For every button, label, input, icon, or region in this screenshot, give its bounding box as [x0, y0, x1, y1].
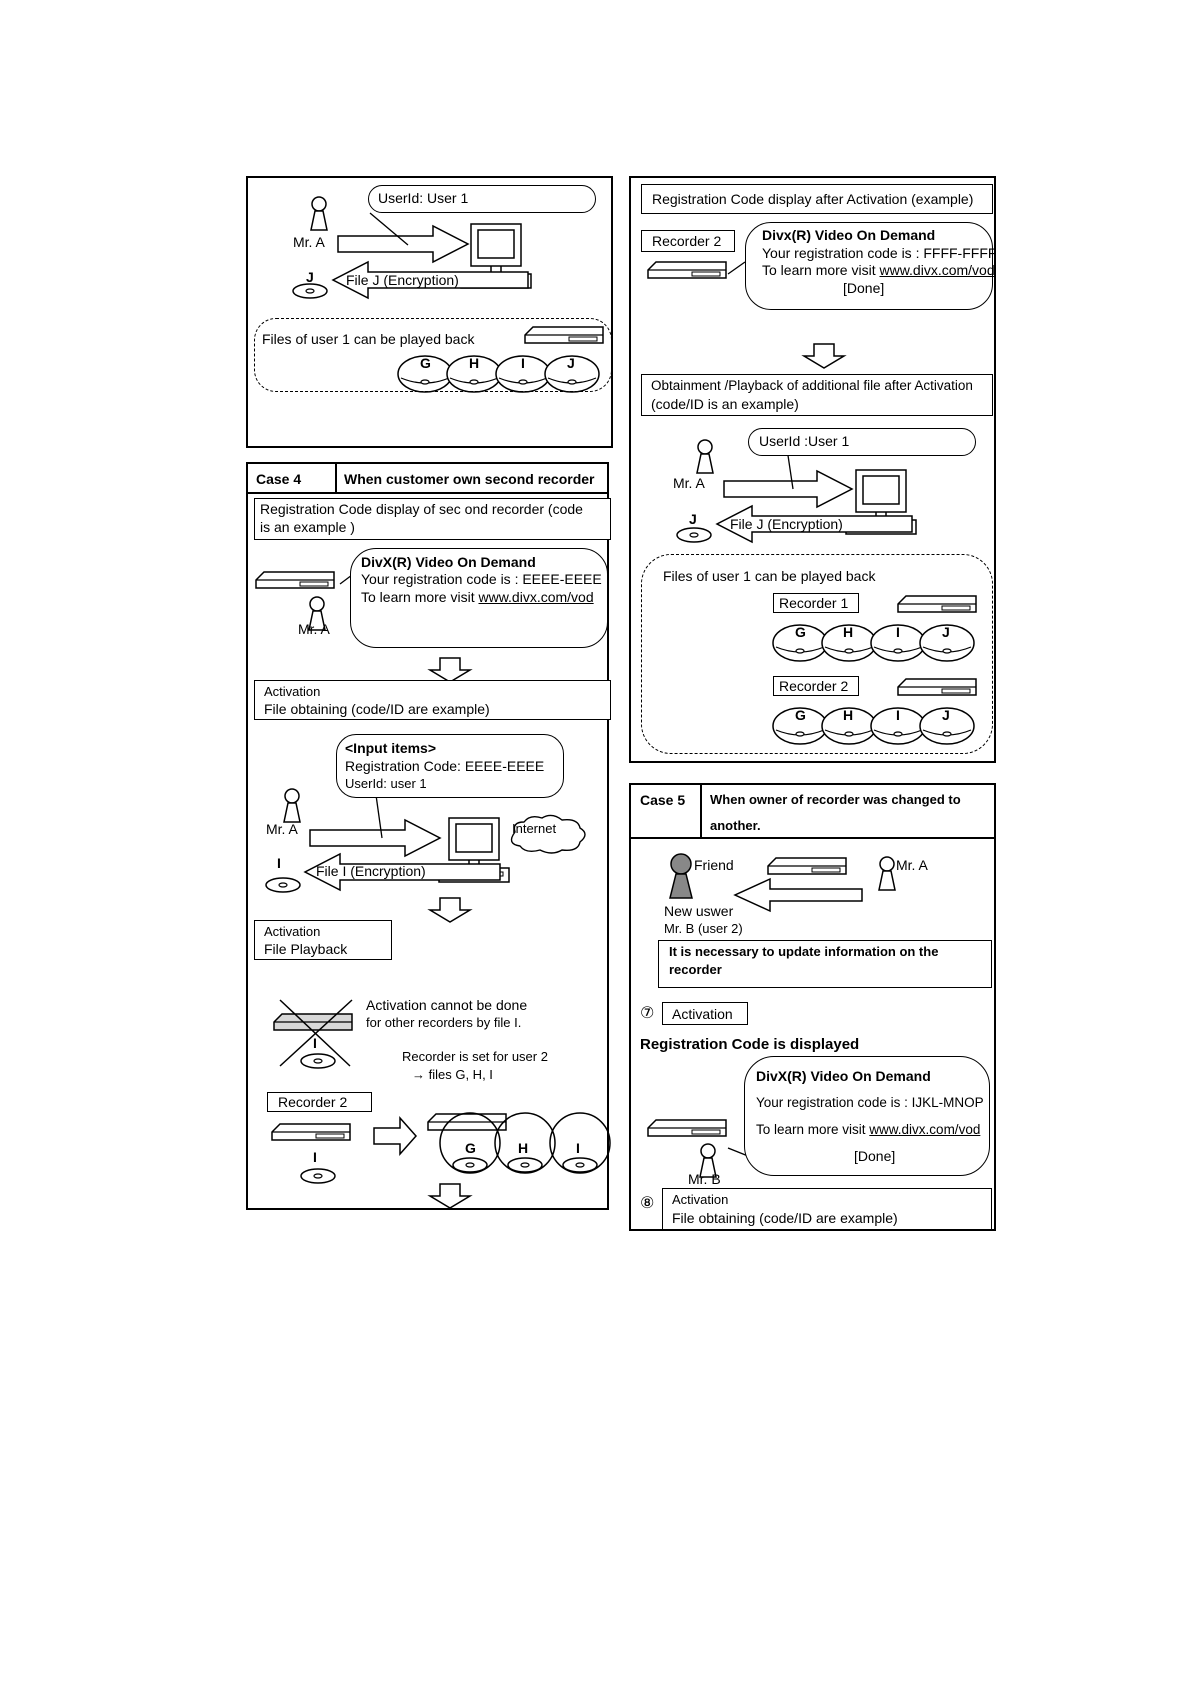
disc-icon: [677, 528, 711, 542]
right-arrow-icon: [724, 471, 852, 507]
final-activation-line2: File obtaining (code/ID are example): [672, 1210, 898, 1226]
disc-label: G: [795, 624, 806, 640]
userid-label: UserId :User 1: [759, 433, 850, 449]
bubble-title: DivX(R) Video On Demand: [361, 554, 536, 570]
obtain-playback-line1: Obtainment /Playback of additional file after Activation: [651, 378, 973, 393]
disc-label: I: [576, 1140, 580, 1156]
left-arrow-icon: [735, 879, 862, 911]
userid-label: UserId: User 1: [378, 190, 469, 206]
right-arrow-icon: [310, 820, 440, 856]
disc-letter: J: [306, 269, 314, 285]
final-activation-line1: Activation: [672, 1192, 729, 1207]
disc-label: I: [896, 707, 900, 723]
down-arrow-icon: [430, 898, 470, 922]
bubble-title: Divx(R) Video On Demand: [762, 227, 936, 243]
disc-label: J: [942, 624, 950, 640]
activation-line2: File obtaining (code/ID are example): [264, 701, 490, 717]
file-arrow-label: File J (Encryption): [346, 272, 459, 288]
divx-link[interactable]: www.divx.com/vod: [869, 1122, 981, 1137]
case-title: When customer own second recorder: [344, 471, 595, 487]
step-8-marker: ⑧: [640, 1195, 655, 1212]
disc-icon: [453, 1158, 487, 1172]
input-userid: UserId: user 1: [345, 776, 427, 791]
bubble-regcode: Your registration code is : FFFF-FFFF: [762, 245, 997, 261]
internet-label: Internet: [512, 821, 557, 836]
disc-icon: [266, 878, 300, 892]
recorder2-label: Recorder 2: [278, 1094, 348, 1110]
mr-a-label: Mr. A: [896, 857, 928, 873]
recorder-icon: [648, 262, 726, 278]
right-arrow-icon: [374, 1118, 416, 1154]
cannot-activate-line1: Activation cannot be done: [366, 997, 528, 1013]
file-arrow-label: File J (Encryption): [730, 516, 843, 532]
activation-line1: Activation: [264, 924, 321, 939]
disc-label: G: [465, 1140, 476, 1156]
recorder-icon: [428, 1114, 506, 1130]
disc-label: H: [843, 707, 854, 723]
disc-label: I: [521, 355, 525, 371]
set-for-user2-line1: Recorder is set for user 2: [402, 1049, 548, 1064]
disc-label: J: [567, 355, 575, 371]
mr-b-label: Mr. B: [688, 1171, 721, 1187]
new-user-line2: Mr. B (user 2): [664, 921, 743, 936]
divx-link[interactable]: www.divx.com/vod: [478, 589, 594, 605]
person-label: Mr. A: [673, 475, 705, 491]
regcode-caption-line2: is an example ): [260, 519, 355, 535]
down-arrow-icon: [430, 658, 470, 682]
recorder-icon: [768, 858, 846, 874]
recorder-icon: [272, 1124, 350, 1140]
playback-label: Files of user 1 can be played back: [663, 568, 876, 584]
recorder-icon: [256, 572, 334, 588]
disc-label: H: [518, 1140, 529, 1156]
obtain-playback-line2: (code/ID is an example): [651, 396, 799, 412]
friend-label: Friend: [694, 857, 734, 873]
update-info-line2: recorder: [669, 962, 722, 977]
case-number: Case 4: [256, 471, 302, 487]
disc-letter: I: [313, 1149, 317, 1165]
person-label: Mr. A: [266, 821, 298, 837]
case4-header-divider: [335, 462, 337, 494]
file-arrow-label: File I (Encryption): [316, 863, 426, 879]
disc-letter: I: [313, 1035, 317, 1051]
activation-line2: File Playback: [264, 941, 348, 957]
regcode-after-activation-header: Registration Code display after Activation (example): [652, 191, 974, 207]
friend-person-icon: [670, 854, 692, 898]
disc-label: H: [843, 624, 854, 640]
recorder2-label: Recorder 2: [779, 678, 849, 694]
disc-label: H: [469, 355, 480, 371]
bubble-title: DivX(R) Video On Demand: [756, 1068, 931, 1084]
activation-line1: Activation: [264, 684, 321, 699]
bubble-learn-more: To learn more visit www.divx.com/vod: [361, 589, 594, 605]
recorder1-label: Recorder 1: [779, 595, 849, 611]
update-info-line1: It is necessary to update information on the: [669, 944, 939, 959]
disc-label: G: [795, 707, 806, 723]
activation-label: Activation: [672, 1006, 733, 1022]
bubble-learn-more: To learn more visit www.divx.com/vod: [756, 1122, 981, 1137]
person-icon: [697, 440, 713, 473]
down-arrow-icon: [804, 344, 844, 368]
bubble-regcode: Your registration code is : IJKL-MNOP: [756, 1095, 984, 1110]
bubble-learn-more: To learn more visit www.divx.com/vod: [762, 262, 995, 278]
person-icon: [311, 197, 327, 230]
person-label: Mr. A: [293, 234, 325, 250]
step-7-marker: ⑦: [640, 1005, 655, 1022]
recorder2-label: Recorder 2: [652, 233, 722, 249]
cannot-activate-line2: for other recorders by file I.: [366, 1015, 522, 1030]
case5-header-divider: [700, 783, 702, 839]
disc-label: I: [896, 624, 900, 640]
disc-icon: [508, 1158, 542, 1172]
regcode-displayed: Registration Code is displayed: [640, 1036, 860, 1053]
person-icon: [284, 789, 300, 822]
input-regcode: Registration Code: EEEE-EEEE: [345, 758, 545, 774]
disc-letter: I: [277, 855, 281, 871]
case-title-line1: When owner of recorder was changed to: [710, 792, 961, 807]
right-arrow-icon: [338, 226, 468, 262]
disc-icon: [301, 1169, 335, 1183]
case-title-line2: another.: [710, 818, 761, 833]
new-user-line1: New uswer: [664, 903, 734, 919]
done-button[interactable]: [Done]: [854, 1148, 896, 1164]
person-label: Mr. A: [298, 621, 330, 637]
disc-label: G: [420, 355, 431, 371]
down-arrow-icon: [430, 1184, 470, 1208]
disc-icon: [301, 1054, 335, 1068]
disc-letter: J: [689, 511, 697, 527]
playback-label: Files of user 1 can be played back: [262, 331, 475, 347]
disc-label: J: [942, 707, 950, 723]
disc-icon: [293, 284, 327, 298]
set-for-user2-line2: → files G, H, I: [412, 1067, 493, 1082]
recorder-icon: [648, 1120, 726, 1136]
divx-link[interactable]: www.divx.com/vod: [879, 262, 995, 278]
person-icon: [879, 857, 895, 890]
input-items-title: <Input items>: [345, 740, 437, 756]
bubble-regcode: Your registration code is : EEEE-EEEE: [361, 571, 602, 587]
done-button[interactable]: [Done]: [843, 280, 885, 296]
disc-icon: [563, 1158, 597, 1172]
regcode-caption-line1: Registration Code display of sec ond recorder (code: [260, 501, 583, 517]
case-number: Case 5: [640, 792, 686, 808]
